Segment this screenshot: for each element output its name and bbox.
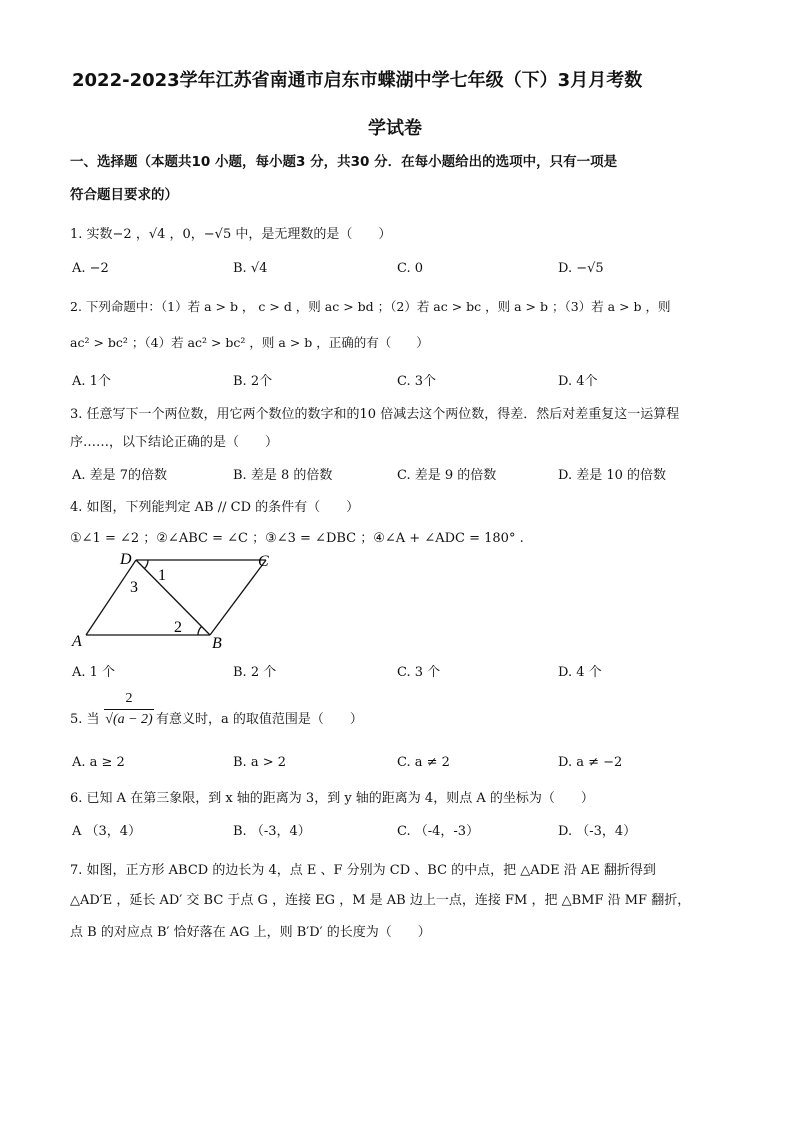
angle-1-arc <box>145 560 149 569</box>
section-heading-continued: 符合题目要求的） <box>70 187 178 203</box>
question-5-option-a[interactable]: A. a ≥ 2 <box>72 755 125 770</box>
label-c: C <box>258 553 269 570</box>
question-4-option-c[interactable]: C. 3 个 <box>397 665 441 680</box>
segment-ad <box>86 560 136 635</box>
angle-2-label: 2 <box>174 619 182 636</box>
question-6-option-b[interactable]: B. （-3，4） <box>233 824 311 839</box>
question-5-prefix: 5. 当 <box>70 712 100 727</box>
section-heading: 一、选择题（本题共10 小题，每小题3 分，共30 分．在每小题给出的选项中，只有一项是 <box>70 154 618 170</box>
question-6-option-a[interactable]: A （3，4） <box>72 824 142 839</box>
question-2-option-a[interactable]: A. 1个 <box>72 374 111 389</box>
segment-db <box>136 560 210 635</box>
question-1-option-d[interactable]: D. −√5 <box>558 261 604 276</box>
page-title-continued: 学试卷 <box>368 118 422 139</box>
question-4-conditions: ①∠1 = ∠2 ；②∠ABC = ∠C ；③∠3 = ∠DBC ；④∠A + ∠ADC = 180° . <box>70 531 524 546</box>
question-2-stem-continued: ac² > bc² ；（4）若 ac² > bc² ，则 a > b ，正确的有（ ） <box>70 335 429 350</box>
parallelogram-figure <box>68 550 288 650</box>
question-3-option-d[interactable]: D. 差是 10 的倍数 <box>558 468 667 483</box>
angle-2-arc <box>198 627 202 636</box>
question-2-option-c[interactable]: C. 3个 <box>397 374 437 389</box>
fraction-numerator: 2 <box>125 691 133 706</box>
question-6-stem: 6. 已知 A 在第三象限，到 x 轴的距离为 3，到 y 轴的距离为 4，则点 A 的坐标为（ ） <box>70 791 594 806</box>
question-6-option-d[interactable]: D. （-3，4） <box>558 824 637 839</box>
angle-1-label: 1 <box>158 567 166 584</box>
question-2-stem: 2. 下列命题中：（1）若 a > b ， c > d ，则 ac > bd ；（2）若 ac > bc ，则 a > b ；（3）若 a > b ，则 <box>70 299 671 314</box>
question-2-option-d[interactable]: D. 4个 <box>558 374 598 389</box>
question-3-option-b[interactable]: B. 差是 8 的倍数 <box>233 468 333 483</box>
question-4-stem: 4. 如图，下列能判定 AB // CD 的条件有（ ） <box>70 500 360 515</box>
question-1-stem: 1. 实数−2 ，√4 ，0，−√5 中，是无理数的是（ ） <box>70 227 392 242</box>
angle-3-label: 3 <box>130 579 138 596</box>
question-7-stem-end: 点 B 的对应点 B′ 恰好落在 AG 上，则 B′D′ 的长度为（ ） <box>70 925 431 940</box>
question-2-option-b[interactable]: B. 2个 <box>233 374 273 389</box>
label-b: B <box>212 635 222 650</box>
question-5-option-b[interactable]: B. a > 2 <box>233 755 286 770</box>
segment-bc <box>210 560 266 635</box>
label-d: D <box>120 551 132 568</box>
question-5-suffix: 有意义时，a 的取值范围是（ ） <box>156 712 363 727</box>
question-4-option-a[interactable]: A. 1 个 <box>72 665 116 680</box>
question-7-stem: 7. 如图，正方形 ABCD 的边长为 4，点 E 、F 分别为 CD 、BC 的中点，把 △ADE 沿 AE 翻折得到 <box>70 863 656 878</box>
question-5-fraction <box>104 691 154 728</box>
question-5-option-c[interactable]: C. a ≠ 2 <box>397 755 450 770</box>
question-3-option-a[interactable]: A. 差是 7的倍数 <box>72 468 168 483</box>
question-1-option-a[interactable]: A. −2 <box>72 261 109 276</box>
label-a: A <box>72 633 82 650</box>
question-3-stem: 3. 任意写下一个两位数，用它两个数位的数字和的10 倍减去这个两位数，得差．然后对差重复这一运算程 <box>70 407 680 422</box>
question-1-option-c[interactable]: C. 0 <box>397 261 424 276</box>
question-6-option-c[interactable]: C. （-4，-3） <box>397 824 480 839</box>
question-4-option-b[interactable]: B. 2 个 <box>233 665 277 680</box>
question-4-option-d[interactable]: D. 4 个 <box>558 665 602 680</box>
question-7-stem-continued: △AD′E ，延长 AD′ 交 BC 于点 G ，连接 EG ，M 是 AB 边上一点，连接 FM ，把 △BMF 沿 MF 翻折， <box>70 893 691 908</box>
question-3-stem-continued: 序……，以下结论正确的是（ ） <box>70 435 279 450</box>
question-1-option-b[interactable]: B. √4 <box>233 261 268 276</box>
page-title: 2022-2023学年江苏省南通市启东市蝶湖中学七年级（下）3月月考数 <box>72 70 643 91</box>
fraction-denominator: √(a − 2) <box>105 712 153 727</box>
question-5-option-d[interactable]: D. a ≠ −2 <box>558 755 623 770</box>
question-3-option-c[interactable]: C. 差是 9 的倍数 <box>397 468 497 483</box>
